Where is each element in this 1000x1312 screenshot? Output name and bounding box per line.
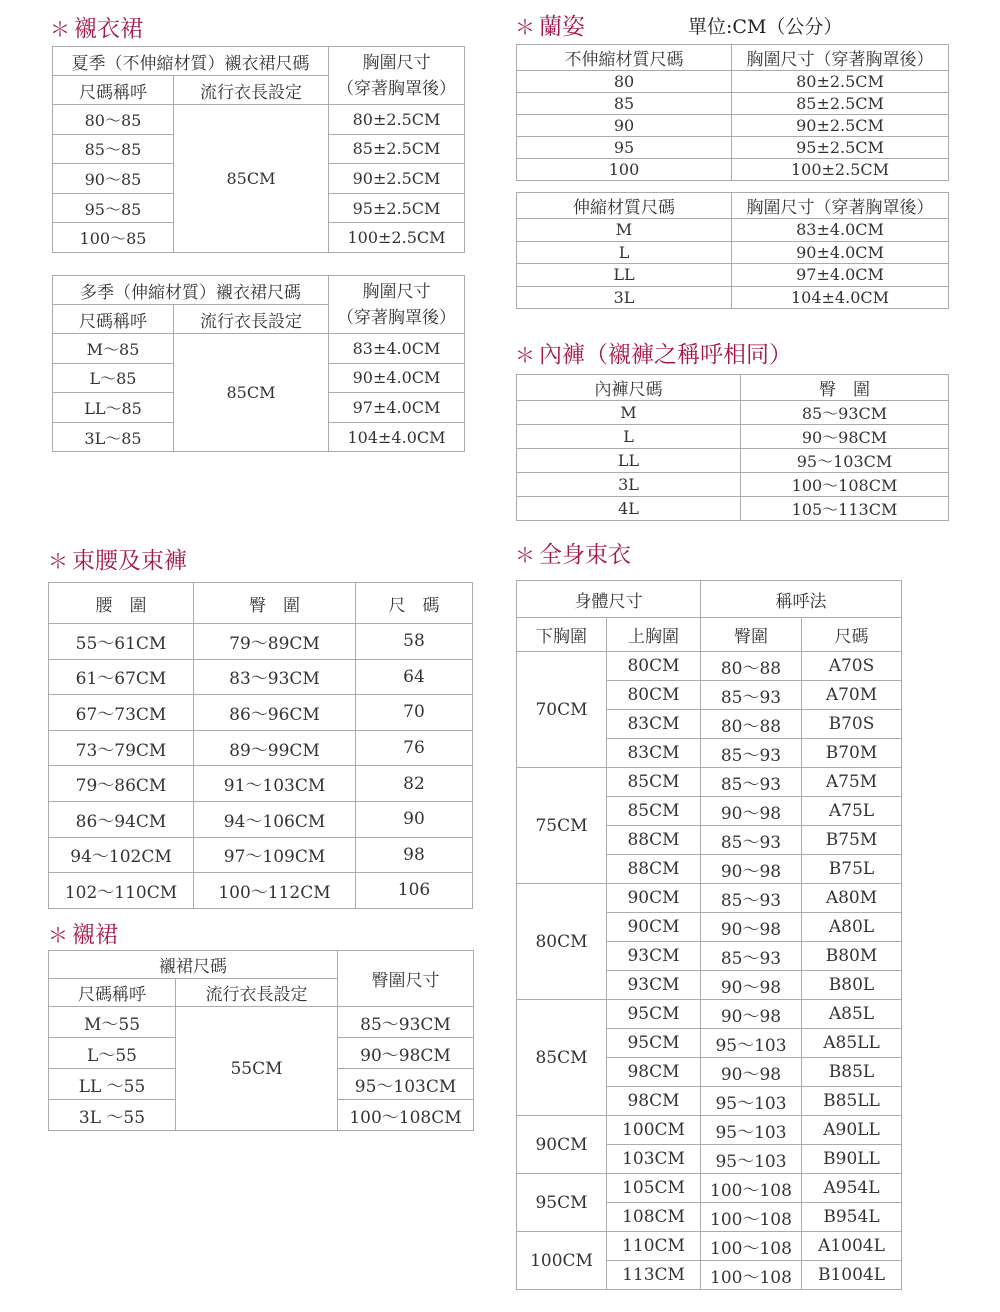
- table-row: [49, 801, 473, 837]
- size-cell: LL～85: [53, 393, 174, 423]
- hip-cell: 100～108: [701, 1232, 802, 1261]
- underbust-cell: 80CM: [517, 884, 607, 1000]
- hip-cell: 95～103: [701, 1029, 802, 1058]
- bust-cell: 80±2.5CM: [732, 71, 949, 93]
- hip-cell: 90～98: [701, 913, 802, 942]
- bodysuit-table-body: [517, 652, 902, 1290]
- size-cell: 3L～85: [53, 422, 174, 452]
- size-cell: A75M: [802, 768, 902, 797]
- hip-cell: 90～98CM: [741, 425, 949, 449]
- size-cell: L: [517, 425, 741, 449]
- hip-cell: 100～108: [701, 1261, 802, 1290]
- table-row: [517, 1232, 902, 1261]
- hip-cell: 79～89CM: [194, 624, 356, 660]
- nonstretch-table-body: [517, 71, 949, 181]
- waist-cell: 79～86CM: [49, 766, 194, 802]
- petticoat-table-body: [49, 1007, 474, 1131]
- underbust-cell: 100CM: [517, 1232, 607, 1290]
- table-row: [517, 264, 949, 287]
- size-cell: A75L: [802, 797, 902, 826]
- table-row: [517, 286, 949, 309]
- hip-cell: 85～93CM: [741, 401, 949, 425]
- upperbust-cell: 105CM: [607, 1174, 701, 1203]
- size-cell: 85～85: [53, 134, 174, 164]
- size-cell: L: [517, 241, 732, 264]
- bust-cell: 104±4.0CM: [732, 286, 949, 309]
- table-row: [49, 695, 473, 731]
- hip-cell: 85～93: [701, 942, 802, 971]
- upperbust-cell: 108CM: [607, 1203, 701, 1232]
- stretch-bust-header: 胸圍尺寸（穿著胸罩後）: [732, 193, 949, 219]
- size-cell: M: [517, 401, 741, 425]
- hip-cell: 85～93: [701, 768, 802, 797]
- bodysuit-body-header: 身體尺寸: [517, 581, 701, 618]
- size-cell: B75L: [802, 855, 902, 884]
- size-cell: 3L ～55: [49, 1100, 176, 1131]
- bodysuit-upperbust-header: 上胸圍: [607, 618, 701, 652]
- size-cell: 70: [356, 695, 473, 731]
- size-cell: A70S: [802, 652, 902, 681]
- hip-cell: 95～103: [701, 1087, 802, 1116]
- petticoat-length-header: 流行衣長設定: [176, 979, 338, 1007]
- bust-cell: 100±2.5CM: [329, 223, 465, 253]
- bust-cell: 90±4.0CM: [329, 363, 465, 393]
- section-title-panties: ＊ 內褲（襯褲之稱呼相同）: [515, 342, 792, 368]
- size-cell: 80～85: [53, 105, 174, 135]
- upperbust-cell: 88CM: [607, 855, 701, 884]
- upperbust-cell: 100CM: [607, 1116, 701, 1145]
- size-cell: L～85: [53, 363, 174, 393]
- winter-table-title: 多季（伸縮材質）襯衣裙尺碼: [53, 276, 329, 305]
- panties-size-table: [516, 374, 949, 521]
- size-cell: 82: [356, 766, 473, 802]
- stretch-table-body: [517, 219, 949, 309]
- winter-bust-header: 胸圍尺寸 （穿著胸罩後）: [329, 276, 465, 334]
- bust-cell: 95±2.5CM: [732, 137, 949, 159]
- hip-cell: 90～98: [701, 1000, 802, 1029]
- table-row: [49, 766, 473, 802]
- size-cell: LL: [517, 264, 732, 287]
- size-cell: L～55: [49, 1038, 176, 1069]
- section-title-slip-dress: ＊ 襯衣裙: [50, 16, 143, 42]
- size-cell: B1004L: [802, 1261, 902, 1290]
- table-row: [49, 1007, 474, 1038]
- summer-table-title: 夏季（不伸縮材質）襯衣裙尺碼: [53, 47, 329, 76]
- size-cell: 98: [356, 837, 473, 873]
- size-cell: B80L: [802, 971, 902, 1000]
- panties-size-header: 內褲尺碼: [517, 375, 741, 401]
- size-cell: B85L: [802, 1058, 902, 1087]
- table-row: [49, 730, 473, 766]
- nonstretch-size-header: 不伸縮材質尺碼: [517, 45, 732, 71]
- table-row: [517, 241, 949, 264]
- hip-cell: 94～106CM: [194, 801, 356, 837]
- length-cell: 55CM: [176, 1007, 338, 1131]
- shapewear-hip-header: 臀 圍: [194, 583, 356, 624]
- summer-length-header: 流行衣長設定: [174, 76, 329, 105]
- size-cell: B70S: [802, 710, 902, 739]
- size-cell: A85L: [802, 1000, 902, 1029]
- table-row: [517, 1000, 902, 1029]
- table-row: [517, 1174, 902, 1203]
- hip-cell: 86～96CM: [194, 695, 356, 731]
- hip-cell: 95～103CM: [741, 449, 949, 473]
- size-cell: A80L: [802, 913, 902, 942]
- hip-cell: 89～99CM: [194, 730, 356, 766]
- size-cell: 85: [517, 93, 732, 115]
- size-cell: M～55: [49, 1007, 176, 1038]
- size-cell: B70M: [802, 739, 902, 768]
- section-title-shapewear: ＊ 束腰及束褲: [48, 548, 187, 574]
- upperbust-cell: 95CM: [607, 1000, 701, 1029]
- hip-cell: 95～103: [701, 1116, 802, 1145]
- size-cell: B85LL: [802, 1087, 902, 1116]
- size-cell: 100: [517, 159, 732, 181]
- bust-cell: 95±2.5CM: [329, 193, 465, 223]
- bust-cell: 90±2.5CM: [732, 115, 949, 137]
- section-title-bodysuit: ＊ 全身束衣: [515, 542, 631, 568]
- panties-hip-header: 臀 圍: [741, 375, 949, 401]
- hip-cell: 105～113CM: [741, 497, 949, 521]
- size-cell: A70M: [802, 681, 902, 710]
- hip-cell: 85～93CM: [338, 1007, 474, 1038]
- size-cell: 58: [356, 624, 473, 660]
- shapewear-waist-header: 腰 圍: [49, 583, 194, 624]
- bodysuit-size-table: [516, 580, 902, 1290]
- stretch-size-table: [516, 192, 949, 309]
- bust-cell: 83±4.0CM: [732, 219, 949, 242]
- table-row: [517, 219, 949, 242]
- upperbust-cell: 103CM: [607, 1145, 701, 1174]
- waist-cell: 55～61CM: [49, 624, 194, 660]
- winter-size-header: 尺碼稱呼: [53, 305, 174, 334]
- shapewear-table-body: [49, 624, 473, 909]
- hip-cell: 85～93: [701, 884, 802, 913]
- table-row: [517, 1116, 902, 1145]
- size-cell: A954L: [802, 1174, 902, 1203]
- table-row: [517, 93, 949, 115]
- table-row: [49, 873, 473, 909]
- hip-cell: 90～98CM: [338, 1038, 474, 1069]
- waist-cell: 73～79CM: [49, 730, 194, 766]
- summer-size-header: 尺碼稱呼: [53, 76, 174, 105]
- hip-cell: 90～98: [701, 1058, 802, 1087]
- size-cell: 95: [517, 137, 732, 159]
- bust-cell: 90±4.0CM: [732, 241, 949, 264]
- stretch-size-header: 伸縮材質尺碼: [517, 193, 732, 219]
- section-title-petticoat: ＊ 襯裙: [48, 922, 118, 948]
- waist-cell: 94～102CM: [49, 837, 194, 873]
- size-cell: A85LL: [802, 1029, 902, 1058]
- size-cell: 90: [517, 115, 732, 137]
- table-row: [49, 659, 473, 695]
- hip-cell: 95～103CM: [338, 1069, 474, 1100]
- bust-cell: 97±4.0CM: [732, 264, 949, 287]
- underbust-cell: 75CM: [517, 768, 607, 884]
- size-cell: B80M: [802, 942, 902, 971]
- upperbust-cell: 93CM: [607, 971, 701, 1000]
- upperbust-cell: 83CM: [607, 739, 701, 768]
- bust-cell: 100±2.5CM: [732, 159, 949, 181]
- bust-cell: 104±4.0CM: [329, 422, 465, 452]
- hip-cell: 91～103CM: [194, 766, 356, 802]
- underbust-cell: 70CM: [517, 652, 607, 768]
- bodysuit-hip-header: 臀圍: [701, 618, 802, 652]
- section-title-lanzi: ＊ 蘭姿: [515, 14, 585, 40]
- size-cell: M～85: [53, 334, 174, 364]
- upperbust-cell: 88CM: [607, 826, 701, 855]
- size-cell: A90LL: [802, 1116, 902, 1145]
- waist-cell: 102～110CM: [49, 873, 194, 909]
- upperbust-cell: 95CM: [607, 1029, 701, 1058]
- size-cell: 80: [517, 71, 732, 93]
- bust-cell: 80±2.5CM: [329, 105, 465, 135]
- table-row: [517, 497, 949, 521]
- table-row: [517, 159, 949, 181]
- waist-cell: 67～73CM: [49, 695, 194, 731]
- length-cell: 85CM: [174, 105, 329, 253]
- table-row: [517, 884, 902, 913]
- size-cell: 90: [356, 801, 473, 837]
- summer-table-body: [53, 105, 465, 253]
- table-row: [517, 473, 949, 497]
- shapewear-size-table: [48, 582, 473, 909]
- winter-length-header: 流行衣長設定: [174, 305, 329, 334]
- length-cell: 85CM: [174, 334, 329, 452]
- size-cell: 64: [356, 659, 473, 695]
- size-cell: 100～85: [53, 223, 174, 253]
- bust-cell: 83±4.0CM: [329, 334, 465, 364]
- size-cell: 106: [356, 873, 473, 909]
- bust-cell: 85±2.5CM: [329, 134, 465, 164]
- hip-cell: 95～103: [701, 1145, 802, 1174]
- table-row: [53, 105, 465, 135]
- petticoat-hip-header: 臀圍尺寸: [338, 951, 474, 1007]
- hip-cell: 100～112CM: [194, 873, 356, 909]
- upperbust-cell: 93CM: [607, 942, 701, 971]
- upperbust-cell: 110CM: [607, 1232, 701, 1261]
- table-row: [517, 71, 949, 93]
- upperbust-cell: 80CM: [607, 681, 701, 710]
- hip-cell: 83～93CM: [194, 659, 356, 695]
- size-cell: 90～85: [53, 164, 174, 194]
- size-cell: 3L: [517, 286, 732, 309]
- size-cell: M: [517, 219, 732, 242]
- hip-cell: 80～88: [701, 710, 802, 739]
- summer-slip-dress-table: [52, 46, 465, 253]
- hip-cell: 100～108: [701, 1203, 802, 1232]
- bust-cell: 90±2.5CM: [329, 164, 465, 194]
- waist-cell: 86～94CM: [49, 801, 194, 837]
- table-row: [517, 115, 949, 137]
- waist-cell: 61～67CM: [49, 659, 194, 695]
- underbust-cell: 95CM: [517, 1174, 607, 1232]
- size-cell: 3L: [517, 473, 741, 497]
- petticoat-table-title: 襯裙尺碼: [49, 951, 338, 979]
- upperbust-cell: 80CM: [607, 652, 701, 681]
- table-row: [53, 334, 465, 364]
- size-cell: B954L: [802, 1203, 902, 1232]
- hip-cell: 85～93: [701, 681, 802, 710]
- size-cell: B90LL: [802, 1145, 902, 1174]
- hip-cell: 100～108CM: [338, 1100, 474, 1131]
- size-cell: 95～85: [53, 193, 174, 223]
- hip-cell: 90～98: [701, 855, 802, 884]
- table-row: [517, 449, 949, 473]
- size-cell: 4L: [517, 497, 741, 521]
- table-row: [49, 624, 473, 660]
- hip-cell: 80～88: [701, 652, 802, 681]
- upperbust-cell: 90CM: [607, 884, 701, 913]
- bodysuit-size-header: 尺碼: [802, 618, 902, 652]
- bodysuit-naming-header: 稱呼法: [701, 581, 902, 618]
- table-row: [517, 768, 902, 797]
- shapewear-size-header: 尺 碼: [356, 583, 473, 624]
- underbust-cell: 90CM: [517, 1116, 607, 1174]
- hip-cell: 100～108CM: [741, 473, 949, 497]
- hip-cell: 85～93: [701, 739, 802, 768]
- size-cell: A1004L: [802, 1232, 902, 1261]
- upperbust-cell: 113CM: [607, 1261, 701, 1290]
- unit-label: 單位:CM（公分）: [688, 16, 843, 38]
- summer-bust-header: 胸圍尺寸 （穿著胸罩後）: [329, 47, 465, 105]
- size-cell: B75M: [802, 826, 902, 855]
- size-cell: LL ～55: [49, 1069, 176, 1100]
- hip-cell: 90～98: [701, 797, 802, 826]
- upperbust-cell: 90CM: [607, 913, 701, 942]
- petticoat-size-table: [48, 950, 474, 1131]
- table-row: [517, 401, 949, 425]
- bust-cell: 97±4.0CM: [329, 393, 465, 423]
- hip-cell: 85～93: [701, 826, 802, 855]
- nonstretch-bust-header: 胸圍尺寸（穿著胸罩後）: [732, 45, 949, 71]
- petticoat-size-header: 尺碼稱呼: [49, 979, 176, 1007]
- hip-cell: 97～109CM: [194, 837, 356, 873]
- size-cell: 76: [356, 730, 473, 766]
- winter-table-body: [53, 334, 465, 452]
- hip-cell: 90～98: [701, 971, 802, 1000]
- upperbust-cell: 83CM: [607, 710, 701, 739]
- table-row: [517, 652, 902, 681]
- upperbust-cell: 98CM: [607, 1058, 701, 1087]
- size-cell: LL: [517, 449, 741, 473]
- bodysuit-underbust-header: 下胸圍: [517, 618, 607, 652]
- table-row: [49, 837, 473, 873]
- winter-slip-dress-table: [52, 275, 465, 452]
- nonstretch-size-table: [516, 44, 949, 181]
- upperbust-cell: 85CM: [607, 768, 701, 797]
- underbust-cell: 85CM: [517, 1000, 607, 1116]
- panties-table-body: [517, 401, 949, 521]
- upperbust-cell: 85CM: [607, 797, 701, 826]
- table-row: [517, 425, 949, 449]
- table-row: [517, 137, 949, 159]
- hip-cell: 100～108: [701, 1174, 802, 1203]
- size-cell: A80M: [802, 884, 902, 913]
- bust-cell: 85±2.5CM: [732, 93, 949, 115]
- upperbust-cell: 98CM: [607, 1087, 701, 1116]
